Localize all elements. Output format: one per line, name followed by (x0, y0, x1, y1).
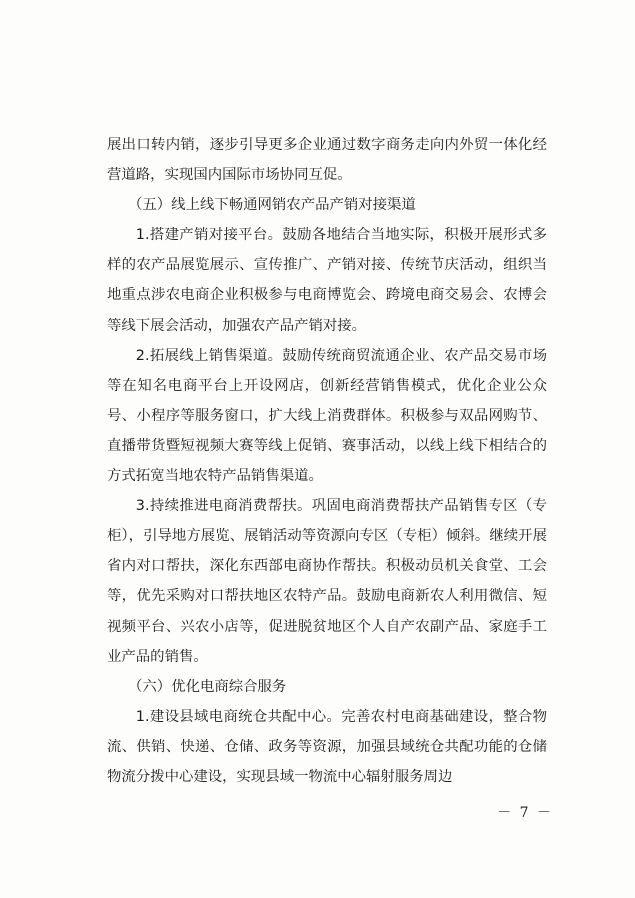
paragraph-item-5-2 (107, 341, 547, 491)
paragraph-text: 展出口转内销，逐步引导更多企业通过数字商务走向内外贸一体化经营道路，实现国内国际市场协同互促。 (107, 137, 547, 184)
paragraph-item-5-1 (107, 220, 547, 340)
heading-text: （五）线上线下畅通网销农产品产销对接渠道 (128, 197, 416, 214)
body-text (107, 130, 547, 792)
item-lead: 1.搭建产销对接平台。 (135, 227, 283, 244)
paragraph-text: 完善农村电商基础建设，整合物流、供销、快递、仓储、政务等资源，加强县域统仓共配功能的仓储物流分拨中心建设，实现县域一物流中心辐射服务周边 (107, 708, 547, 785)
paragraph-text: 鼓励传统商贸流通企业、农产品交易市场等在知名电商平台上开设网店，创新经营销售模式，优化企业公众号、小程序等服务窗口，扩大线上消费群体。积极参与双品网购节、直播带货暨短视频大赛等线上促销、赛事活动，以线上线下相结合的方式拓宽当地农特产品销售渠道。 (107, 347, 547, 485)
page-number: － 7 － (497, 805, 553, 821)
section-heading-5 (107, 190, 547, 220)
heading-text: （六）优化电商综合服务 (128, 678, 287, 695)
paragraph-text: 鼓励各地结合当地实际，积极开展形式多样的农产品展览展示、宣传推广、产销对接、传统节庆活动，组织当地重点涉农电商企业积极参与电商博览会、跨境电商交易会、农博会等线下展会活动，加强农产品产销对接。 (107, 227, 547, 334)
item-lead: 3.持续推进电商消费帮扶。 (135, 498, 312, 515)
paragraph-text: 巩固电商消费帮扶产品销售专区（专柜），引导地方展览、展销活动等资源向专区（专柜）倾斜。继续开展省内对口帮扶，深化东西部电商协作帮扶。积极动员机关食堂、工会等，优先采购对口帮扶地区农特产品。鼓励电商新农人利用微信、短视频平台、兴农小店等，促进脱贫地区个人自产农副产品、家庭手工业产品的销售。 (107, 498, 547, 665)
item-lead: 2.拓展线上销售渠道。 (135, 347, 283, 364)
section-heading-6 (107, 672, 547, 702)
paragraph-item-6-1 (107, 702, 547, 792)
paragraph-item-5-3 (107, 491, 547, 672)
paragraph-continuation (107, 130, 547, 190)
item-lead: 1.建设县域电商统仓共配中心。 (135, 708, 342, 725)
